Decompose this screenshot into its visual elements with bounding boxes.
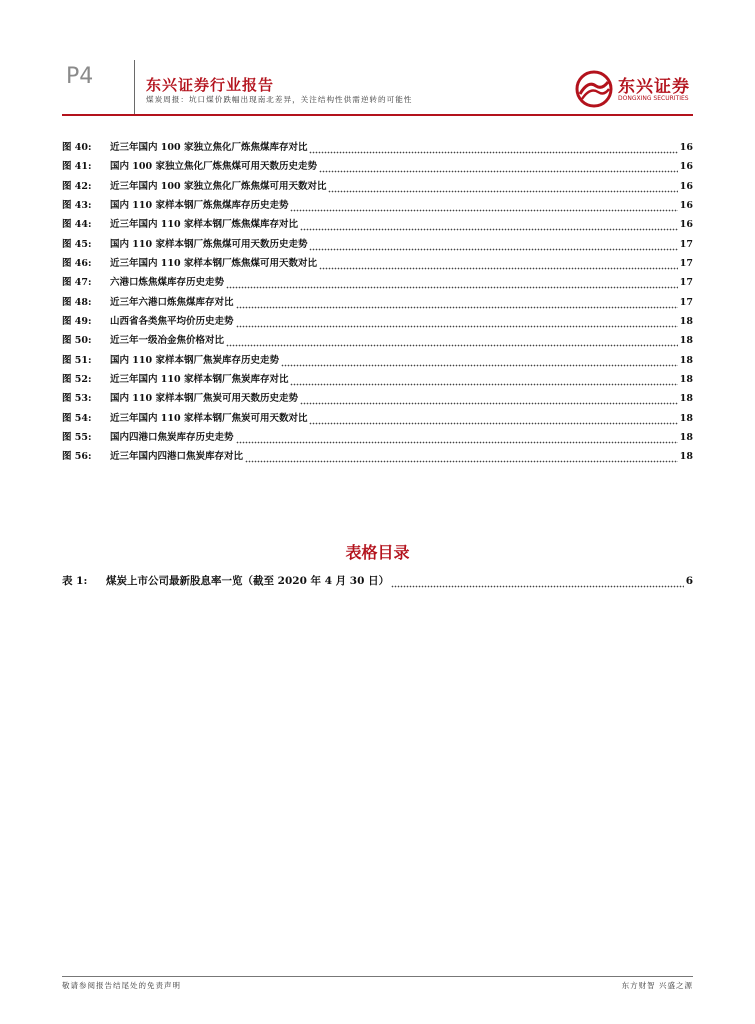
toc-entry[interactable] — [62, 572, 693, 591]
company-logo — [574, 70, 694, 110]
toc-label: 图 55: — [62, 431, 92, 443]
toc-label: 图 48: — [62, 296, 92, 308]
toc-title: 近三年国内 100 家独立焦化厂炼焦煤库存对比 — [110, 142, 308, 153]
toc-leader-dots — [245, 447, 678, 466]
toc-entry[interactable] — [62, 428, 693, 447]
header-divider — [134, 60, 135, 114]
toc-title: 近三年国内 100 家独立焦化厂炼焦煤可用天数对比 — [110, 180, 327, 192]
toc-leader-dots — [290, 370, 677, 389]
toc-label: 图 42: — [62, 180, 92, 192]
toc-page-number: 16 — [679, 219, 693, 231]
toc-leader-dots — [328, 177, 677, 196]
toc-leader-dots — [226, 273, 678, 292]
toc-title: 近三年六港口炼焦煤库存对比 — [110, 296, 234, 308]
toc-page-number: 16 — [679, 199, 693, 211]
toc-entry[interactable] — [62, 235, 693, 254]
toc-page-number: 18 — [679, 354, 693, 366]
page-number: P4 — [66, 64, 94, 89]
toc-label: 图 54: — [62, 412, 92, 424]
toc-entry[interactable] — [62, 409, 693, 428]
table-list-heading: 表格目录 — [345, 543, 410, 562]
toc-page-number: 18 — [679, 412, 693, 424]
toc-label: 图 45: — [62, 238, 92, 250]
toc-leader-dots — [319, 157, 678, 176]
toc-entry[interactable] — [62, 254, 693, 273]
toc-label: 图 49: — [62, 315, 92, 327]
toc-entry[interactable] — [62, 293, 693, 312]
toc-title: 国内 110 家样本钢厂炼焦煤可用天数历史走势 — [110, 238, 308, 250]
toc-title: 煤炭上市公司最新股息率一览（截至 2020 年 4 月 30 日） — [106, 575, 390, 587]
toc-page-number: 16 — [679, 142, 693, 153]
toc-page-number: 16 — [679, 180, 693, 192]
toc-title: 近三年一级冶金焦价格对比 — [110, 335, 225, 347]
toc-leader-dots — [290, 196, 677, 215]
toc-label: 图 56: — [62, 451, 92, 463]
toc-page-number: 18 — [679, 393, 693, 405]
toc-title: 近三年国内 110 家样本钢厂焦炭可用天数对比 — [110, 412, 308, 424]
toc-entry[interactable] — [62, 215, 693, 234]
toc-label: 图 47: — [62, 277, 92, 289]
toc-leader-dots — [236, 312, 678, 331]
toc-entry[interactable] — [62, 273, 693, 292]
toc-title: 山西省各类焦平均价历史走势 — [110, 315, 234, 327]
logo-text: 东兴证券 — [618, 77, 690, 97]
toc-label: 图 43: — [62, 199, 92, 211]
toc-title: 近三年国内四港口焦炭库存对比 — [110, 451, 244, 463]
toc-label: 图 52: — [62, 373, 92, 385]
toc-title: 国内 110 家样本钢厂焦炭可用天数历史走势 — [110, 393, 298, 405]
toc-label: 图 53: — [62, 393, 92, 405]
toc-title: 六港口炼焦煤库存历史走势 — [110, 277, 225, 289]
report-title: 东兴证券行业报告 — [146, 76, 275, 94]
toc-title: 近三年国内 110 家样本钢厂焦炭库存对比 — [110, 373, 289, 385]
logo-mark-icon — [574, 70, 614, 108]
toc-entry[interactable] — [62, 370, 693, 389]
toc-entry[interactable] — [62, 196, 693, 215]
toc-leader-dots — [236, 293, 678, 312]
toc-page-number: 17 — [679, 277, 693, 289]
toc-title: 国内 110 家样本钢厂炼焦煤库存历史走势 — [110, 199, 289, 211]
toc-leader-dots — [300, 389, 678, 408]
toc-leader-dots — [309, 138, 677, 157]
toc-leader-dots — [309, 409, 677, 428]
table-list — [62, 572, 693, 591]
toc-entry[interactable] — [62, 447, 693, 466]
toc-label: 图 41: — [62, 161, 92, 173]
toc-title: 近三年国内 110 家样本钢厂炼焦煤可用天数对比 — [110, 257, 317, 269]
footer-rule — [62, 976, 693, 977]
toc-leader-dots — [319, 254, 678, 273]
toc-page-number: 17 — [679, 296, 693, 308]
toc-page-number: 17 — [679, 238, 693, 250]
toc-entry[interactable] — [62, 351, 693, 370]
footer-disclaimer: 敬请参阅报告结尾处的免责声明 — [62, 981, 181, 990]
toc-title: 国内 100 家独立焦化厂炼焦煤可用天数历史走势 — [110, 161, 317, 173]
toc-page-number: 18 — [679, 431, 693, 443]
toc-leader-dots — [236, 428, 678, 447]
report-subtitle: 煤炭周报：坑口煤价跌幅出现南北差异，关注结构性供需逆转的可能性 — [146, 95, 413, 104]
toc-entry[interactable] — [62, 157, 693, 176]
toc-leader-dots — [309, 235, 677, 254]
toc-label: 图 51: — [62, 354, 92, 366]
toc-entry[interactable] — [62, 331, 693, 350]
toc-leader-dots — [300, 215, 678, 234]
toc-page-number: 18 — [679, 451, 693, 463]
toc-title: 近三年国内 110 家样本钢厂炼焦煤库存对比 — [110, 219, 298, 231]
logo-subtext: DONGXING SECURITIES — [618, 95, 689, 102]
footer-slogan: 东方财智 兴盛之源 — [621, 981, 693, 990]
toc-leader-dots — [391, 572, 684, 591]
toc-label: 图 50: — [62, 335, 92, 347]
toc-entry[interactable] — [62, 177, 693, 196]
toc-label: 图 44: — [62, 219, 92, 231]
toc-page-number: 18 — [679, 373, 693, 385]
toc-leader-dots — [226, 331, 678, 350]
toc-label: 表 1: — [62, 575, 88, 587]
toc-page-number: 16 — [679, 161, 693, 173]
toc-entry[interactable] — [62, 389, 693, 408]
toc-page-number: 18 — [679, 315, 693, 327]
toc-entry[interactable] — [62, 312, 693, 331]
toc-label: 图 40: — [62, 142, 92, 153]
header-rule — [62, 114, 693, 116]
toc-entry[interactable] — [62, 138, 693, 157]
toc-page-number: 18 — [679, 335, 693, 347]
toc-title: 国内 110 家样本钢厂焦炭库存历史走势 — [110, 354, 279, 366]
toc-page-number: 6 — [685, 575, 693, 587]
figure-list — [62, 138, 693, 467]
toc-label: 图 46: — [62, 257, 92, 269]
toc-page-number: 17 — [679, 257, 693, 269]
toc-leader-dots — [281, 351, 678, 370]
toc-title: 国内四港口焦炭库存历史走势 — [110, 431, 234, 443]
